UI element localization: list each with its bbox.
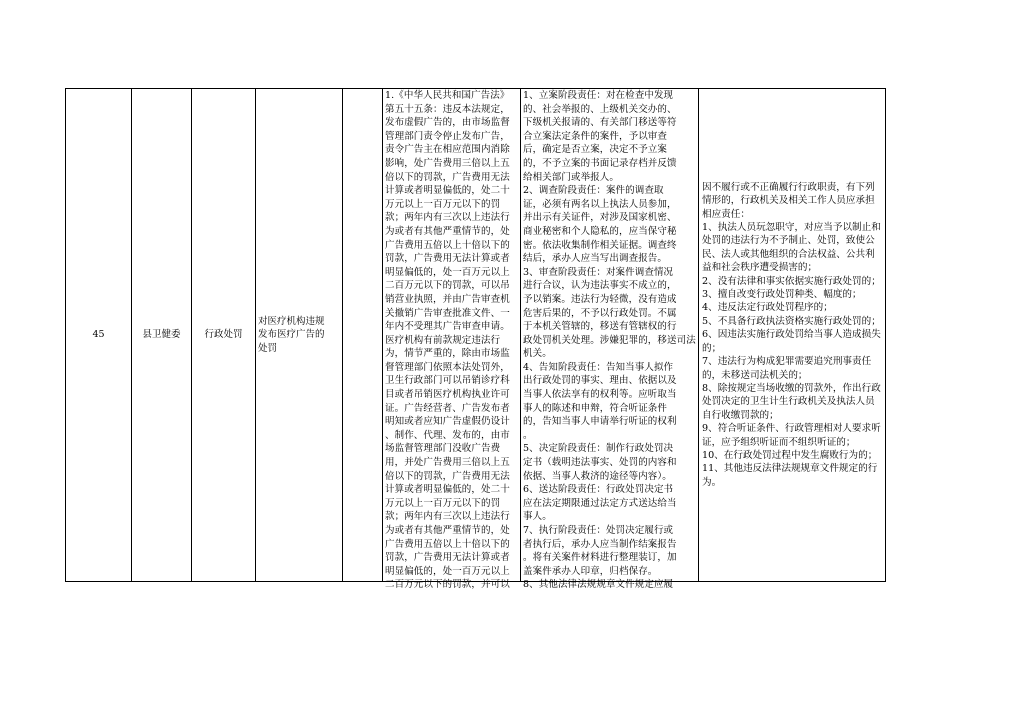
legal-basis-text: 1.《中华人民共和国广告法》 第五十五条：违反本法规定， 发布虚假广告的，由市场监督 管理部门责令停止发布广告， 责令广告主在相应范围内消除 影响，处广告费用三倍以上五 倍以下的罚款，广告费用无法 计算或者明显偏低的，处二十 万元以上一百万元以下的罚 款；两年内有三次以上违法行 为或者有其他严重情节的，处 广告费用五倍以上十倍以下的 罚款，广告费用无法计算或者 明显偏低的，处一百万元以上 二百万元以下的罚款，可以吊 销营业执照，并由广告审查机 关撤销广告审查批准文件、一 年内不受理其广告审查申请。 医疗机构有前款规定违法行 为，情节严重的，除由市场监 督管理部门依照本法处罚外， 卫生行政部门可以吊销诊疗科 目或者吊销医疗机构执业许可 证。广告经营者、广告发布者 明知或者应知广告虚假仍设计 、制作、代理、发布的，由市 场监督管理部门没收广告费 用，并处广告费用三倍以上五 倍以下的罚款，广告费用无法 计算或者明显偏低的，处二十 万元以上一百万元以下的罚 款；两年内有三次以上违法行 为或者有其他严重情节的，处 广告费用五倍以上十倍以下的 罚款，广告费用无法计算或者 明显偏低的，处一百万元以上 二百万元以下的罚款，并可以: [385, 90, 510, 591]
category-cell: 行政处罚: [192, 89, 256, 582]
department-cell: 县卫健委: [132, 89, 192, 582]
sub-item-cell: [343, 89, 383, 582]
power-list-table: [65, 88, 886, 591]
accountability-text: 因不履行或不正确履行行政职责，有下列 情形的，行政机关及相关工作人员应承担 相应责任： 1、执法人员玩忽职守，对应当予以制止和 处罚的违法行为不予制止、处罚，致使公 民、法人或其他组织的合法权益、公共利 益和社会秩序遭受损害的； 2、没有法律和事实依据实施行政处罚的； 3、擅自改变行政处罚种类、幅度的； 4、违反法定行政处罚程序的； 5、不具备行政执法资格实施行政处罚的； 6、因违法实施行政处罚给当事人造成损失 的； 7、违法行为构成犯罪需要追究刑事责任 的，未移送司法机关的； 8、除按规定当场收缴的罚款外，作出行政 处罚决定的卫生计生行政机关及执法人员 自行收缴罚款的； 9、符合听证条件、行政管理相对人要求听 证，应予组织听证而不组织听证的； 10、在行政处罚过程中发生腐败行为的； 11、其他违反法律法规规章文件规定的行 为。: [702, 181, 881, 488]
responsibility-cell: [521, 89, 699, 591]
row-number: 45: [66, 89, 132, 582]
item-name-text: 对医疗机构违规 发布医疗广告的 处罚: [258, 315, 325, 354]
accountability-cell: [699, 89, 886, 582]
legal-basis-cell: [383, 89, 521, 591]
table-row: [66, 89, 886, 582]
responsibility-text: 1、立案阶段责任：对在检查中发现 的、社会举报的、上级机关交办的、 下级机关报请的、有关部门移送等符 合立案法定条件的案件，予以审查 后，确定是否立案，决定不予立案 的，不予立案的书面记录存档并反馈 给相关部门或举报人。 2、调查阶段责任：案件的调查取 证，必须有两名以上执法人员参加， 并出示有关证件，对涉及国家机密、 商业秘密和个人隐私的，应当保守秘 密。依法收集制作相关证据。调查终 结后，承办人应当写出调查报告。 3、审查阶段责任：对案件调查情况 进行合议，认为违法事实不成立的， 予以销案。违法行为轻微，没有造成 危害后果的，不予以行政处罚。不属 于本机关管辖的，移送有管辖权的行 政处罚机关处理。涉嫌犯罪的，移送司法 机关。 4、告知阶段责任：告知当事人拟作 出行政处罚的事实、理由、依据以及 当事人依法享有的权利等。应听取当 事人的陈述和申辩，符合听证条件 的，告知当事人申请举行听证的权利 。 5、决定阶段责任：制作行政处罚决 定书（载明违法事实、处罚的内容和 依据、当事人救济的途径等内容）。 6、送达阶段责任：行政处罚决定书 应在法定期限通过法定方式送达给当 事人。 7、执行阶段责任：处罚决定履行或 者执行后，承办人应当制作结案报告 。将有关案件材料进行整理装订，加 盖案件承办人印章，归档保存。 8、其他法律法规规章文件规定应履: [523, 90, 696, 591]
item-name-cell: [256, 89, 343, 582]
